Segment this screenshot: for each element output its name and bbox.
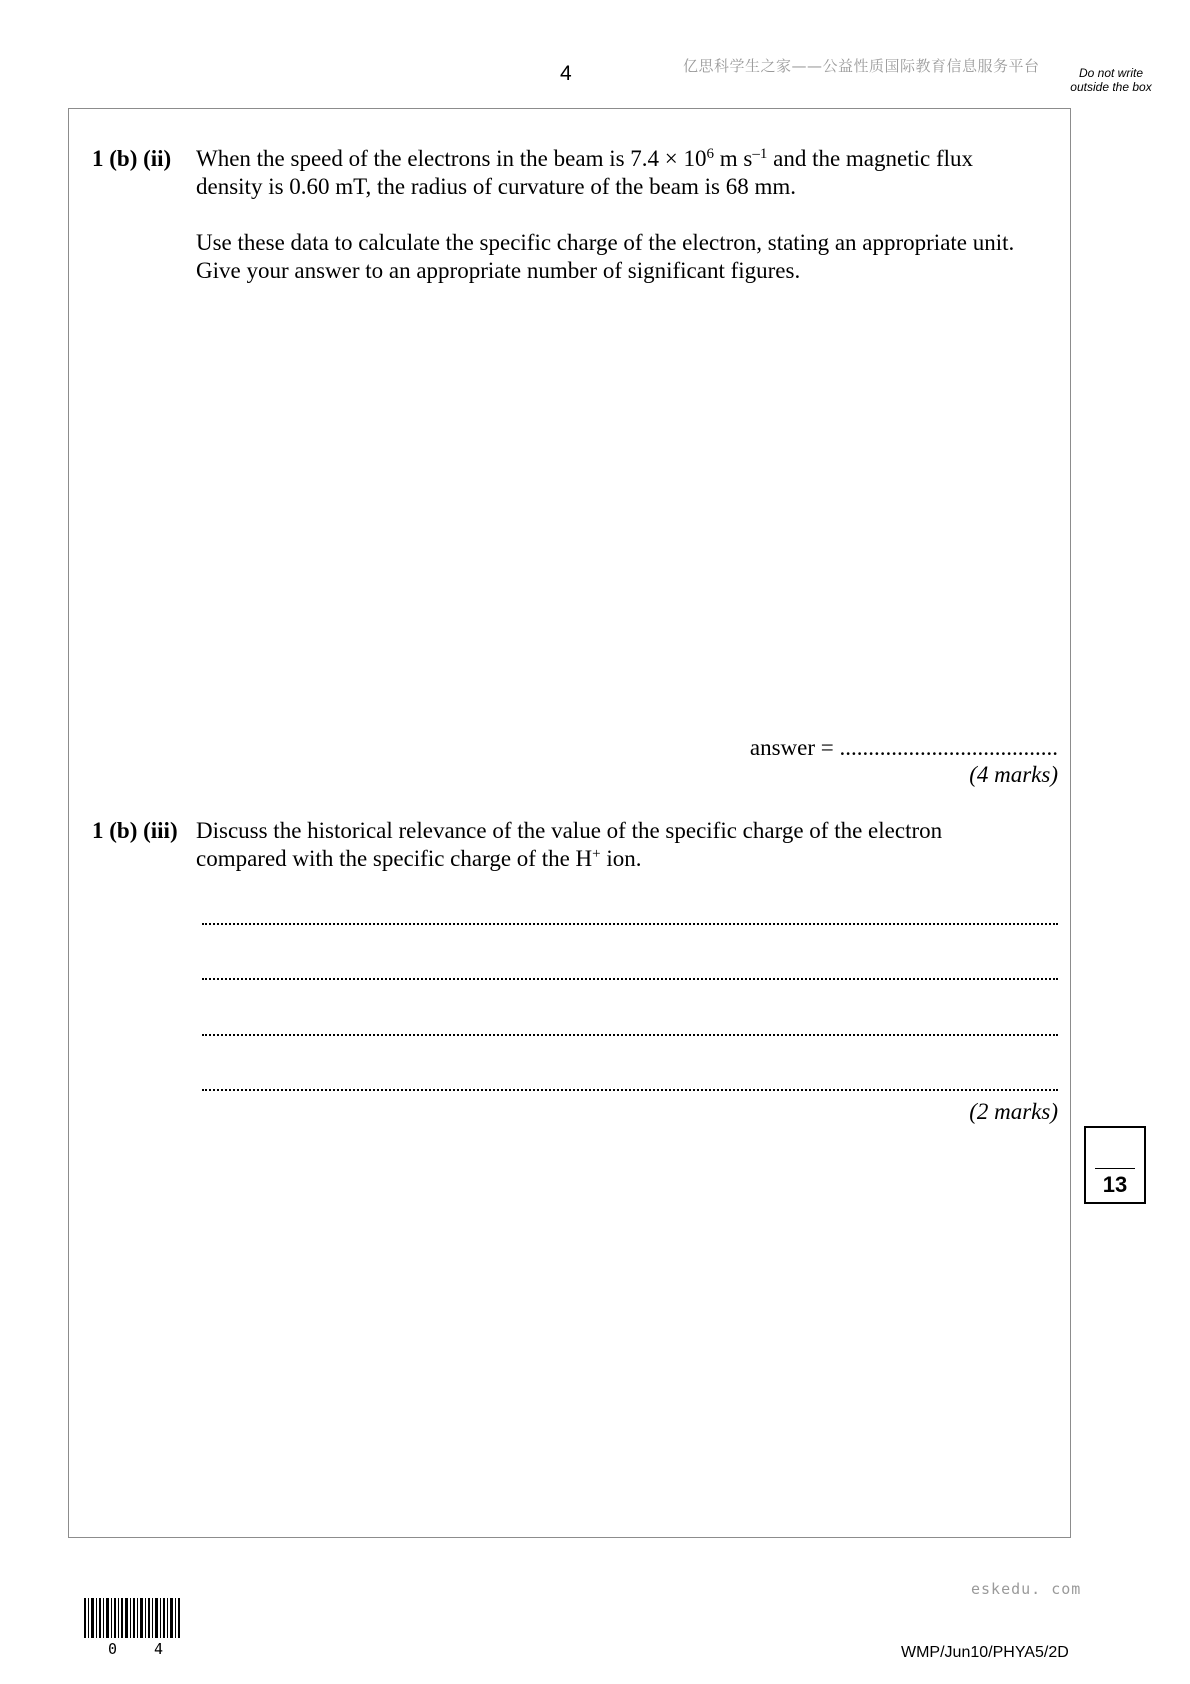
question-line-1: Discuss the historical relevance of the value of the specific charge of the electron [196,818,943,843]
question-line-2: density is 0.60 mT, the radius of curvature of the beam is 68 mm. [196,174,796,199]
marks-1biii: (2 marks) [969,1099,1058,1124]
question-line-2: compared with the specific charge of the H+ ion. [196,846,642,871]
question-instruction-1bii: Use these data to calculate the specific charge of the electron, stating an appropriate unit. Give your answer to an appropriate number of significant figures. [196,230,1015,283]
page-total-box [1084,1126,1146,1204]
answer-line-3[interactable] [202,1034,1058,1036]
paper-reference: WMP/Jun10/PHYA5/2D [901,1644,1069,1661]
page-number: 4 [560,62,572,85]
answer-line-2[interactable] [202,978,1058,980]
question-text-1bii [196,145,1026,201]
question-text-1biii [196,817,1026,873]
barcode-digits: 0 4 [108,1640,178,1658]
answer-line-4[interactable] [202,1089,1058,1091]
page-total-score: 13 [1102,1172,1128,1197]
total-box-rule [1095,1168,1135,1169]
marks-1bii: (4 marks) [969,762,1058,787]
margin-note: Do not write outside the box [1070,66,1152,94]
header-watermark: 亿思科学生之家——公益性质国际教育信息服务平台 [683,57,1040,75]
answer-line-1[interactable] [202,923,1058,925]
answer-field[interactable]: answer = ...................................... [749,735,1058,760]
footer-watermark: eskedu. com [971,1580,1082,1598]
barcode-icon [84,1598,180,1638]
question-number-1biii: 1 (b) (iii) [92,818,178,843]
question-number-1bii: 1 (b) (ii) [92,146,172,171]
question-line-1: When the speed of the electrons in the beam is $7.4 \times 10^6$ m $s^{-1}$ and the magnetic flux [196,146,974,171]
